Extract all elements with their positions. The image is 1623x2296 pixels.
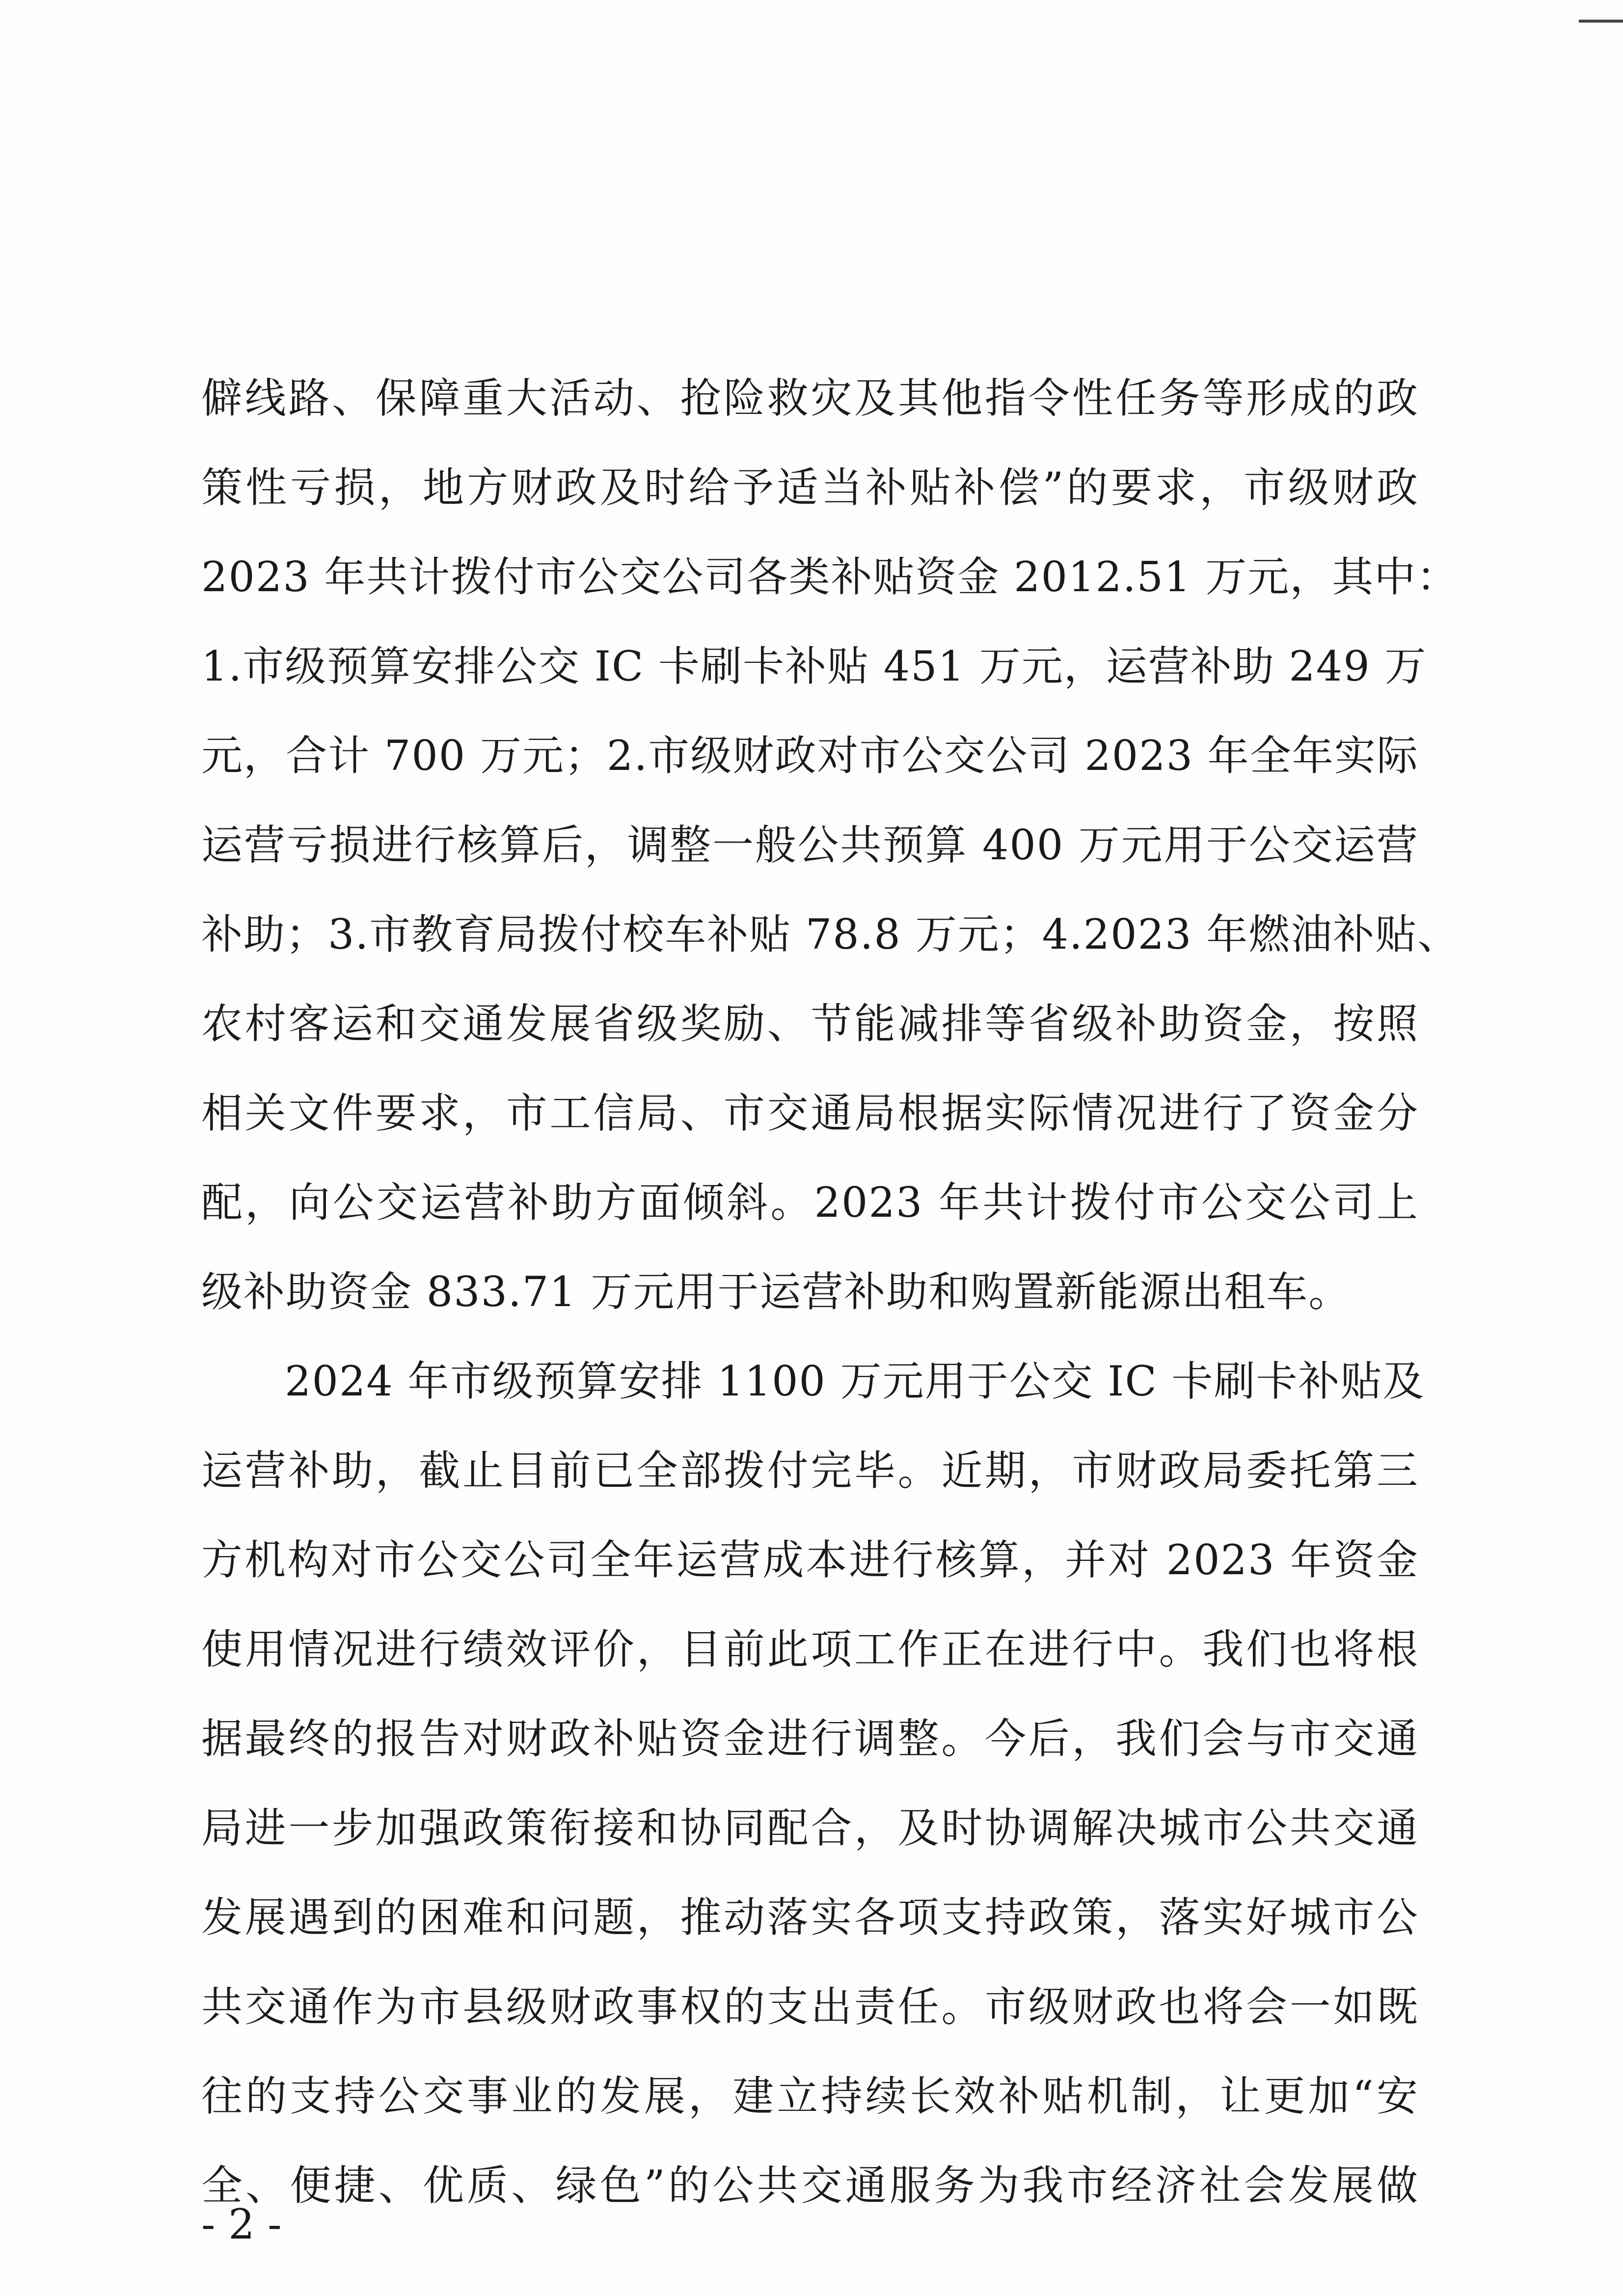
text-line: 配，向公交运营补助方面倾斜。2023 年共计拨付市公交公司上 bbox=[201, 1178, 1419, 1227]
text-line: 发展遇到的困难和问题，推动落实各项支持政策，落实好城市公 bbox=[201, 1893, 1419, 1941]
text-line: 共交通作为市县级财政事权的支出责任。市级财政也将会一如既 bbox=[201, 1983, 1419, 2031]
text-line: 农村客运和交通发展省级奖励、节能减排等省级补助资金，按照 bbox=[201, 1000, 1419, 1048]
text-line: 相关文件要求，市工信局、市交通局根据实际情况进行了资金分 bbox=[201, 1089, 1419, 1137]
text-line: 运营补助，截止目前已全部拨付完毕。近期，市财政局委托第三 bbox=[201, 1447, 1419, 1495]
text-line: 僻线路、保障重大活动、抢险救灾及其他指令性任务等形成的政 bbox=[201, 374, 1419, 422]
text-line: 据最终的报告对财政补贴资金进行调整。今后，我们会与市交通 bbox=[201, 1715, 1419, 1763]
text-line: 级补助资金 833.71 万元用于运营补助和购置新能源出租车。 bbox=[201, 1268, 1351, 1316]
page-number: - 2 - bbox=[201, 2200, 282, 2248]
text-line: 往的支持公交事业的发展，建立持续长效补贴机制，让更加“安 bbox=[201, 2072, 1419, 2120]
text-line: 策性亏损，地方财政及时给予适当补贴补偿”的要求，市级财政 bbox=[201, 464, 1419, 512]
text-line: 方机构对市公交公司全年运营成本进行核算，并对 2023 年资金 bbox=[201, 1536, 1419, 1584]
paragraph-1 bbox=[201, 354, 1460, 1337]
text-line: 使用情况进行绩效评价，目前此项工作正在进行中。我们也将根 bbox=[201, 1625, 1419, 1673]
paragraph-2 bbox=[201, 1337, 1425, 2230]
text-line: 补助；3.市教育局拨付校车补贴 78.8 万元；4.2023 年燃油补贴、 bbox=[201, 910, 1460, 958]
text-line: 全、便捷、优质、绿色”的公共交通服务为我市经济社会发展做 bbox=[201, 2161, 1419, 2210]
text-line: 局进一步加强政策衔接和协同配合，及时协调解决城市公共交通 bbox=[201, 1804, 1419, 1852]
text-line: 2024 年市级预算安排 1100 万元用于公交 IC 卡刷卡补贴及 bbox=[285, 1357, 1425, 1405]
text-line: 运营亏损进行核算后，调整一般公共预算 400 万元用于公交运营 bbox=[201, 821, 1419, 869]
text-line: 2023 年共计拨付市公交公司各类补贴资金 2012.51 万元，其中： bbox=[201, 553, 1459, 601]
text-line: 1.市级预算安排公交 IC 卡刷卡补贴 451 万元，运营补助 249 万 bbox=[201, 642, 1427, 690]
scan-edge-mark bbox=[1579, 20, 1623, 23]
document-body bbox=[201, 354, 1460, 2230]
text-line: 元，合计 700 万元；2.市级财政对市公交公司 2023 年全年实际 bbox=[201, 732, 1419, 780]
